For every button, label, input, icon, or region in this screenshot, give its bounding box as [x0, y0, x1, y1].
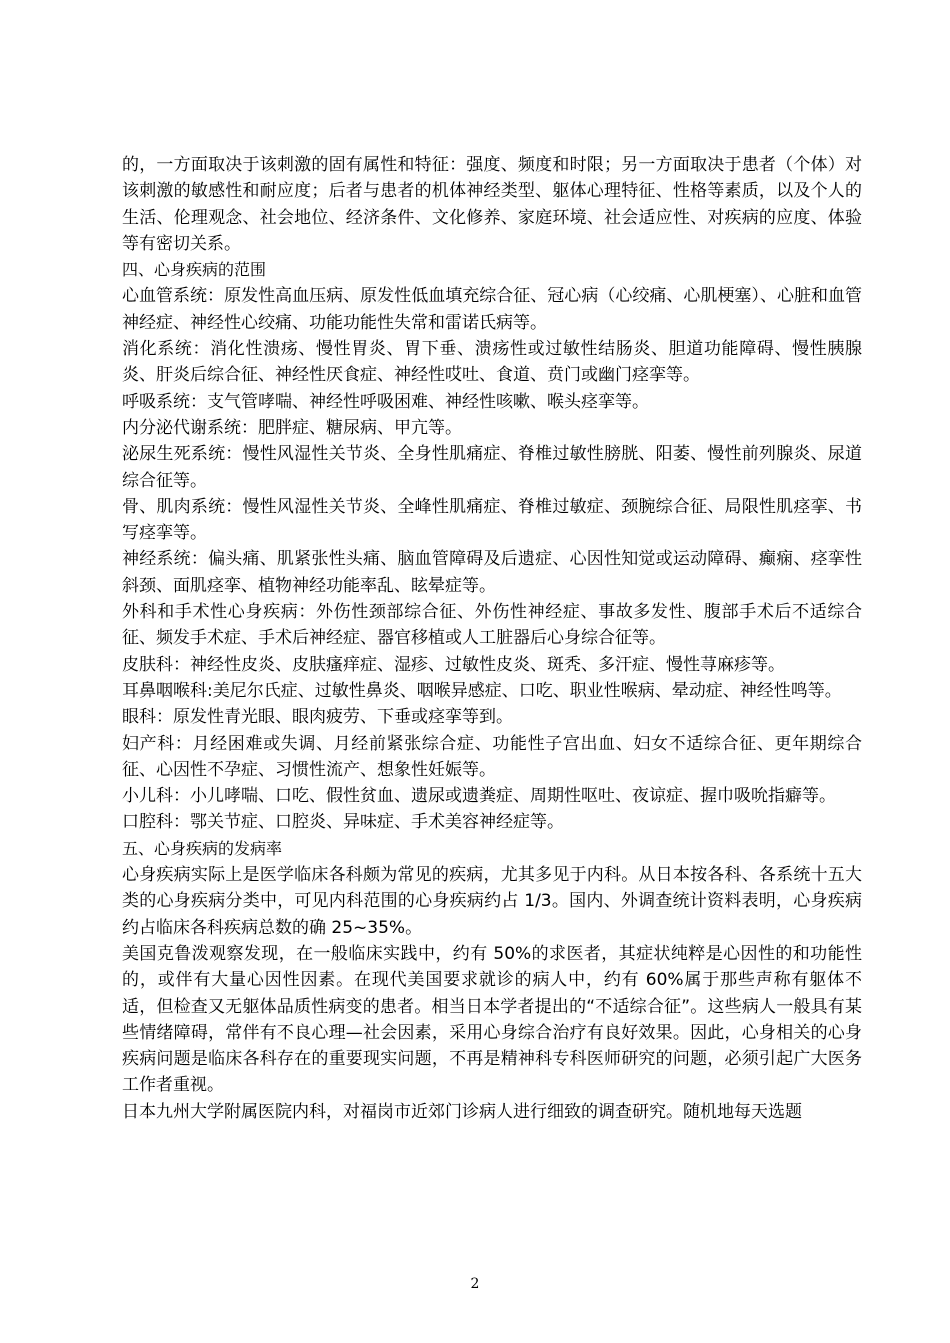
paragraph: 日本九州大学附属医院内科，对福岗市近郊门诊病人进行细致的调查研究。随机地每天选题	[122, 1101, 802, 1122]
paragraph: 眼科：原发性青光眼、眼肉疲劳、下垂或痉挛等到。	[122, 707, 513, 728]
paragraph: 耳鼻咽喉科:美尼尔氏症、过敏性鼻炎、咽喉异感症、口吃、职业性喉病、晕动症、神经性鸣等。	[122, 680, 842, 701]
paragraph: 心血管系统：原发性高血压病、原发性低血填充综合征、冠心病（心绞痛、心肌梗塞）、心脏和血管神经症、神经性心绞痛、功能功能性失常和雷诺氏病等。	[122, 286, 862, 333]
paragraph: 皮肤科：神经性皮炎、皮肤瘙痒症、湿疹、过敏性皮炎、斑秃、多汗症、慢性荨麻疹等。	[122, 654, 785, 675]
paragraph: 外科和手术性心身疾病：外伤性颈部综合征、外伤性神经症、事故多发性、腹部手术后不适综合征、频发手术症、手术后神经症、器官移植或人工脏器后心身综合征等。	[122, 602, 862, 649]
page-number: 2	[470, 1276, 480, 1292]
paragraph: 骨、肌肉系统：慢性风湿性关节炎、全峰性肌痛症、脊椎过敏症、颈腕综合征、局限性肌痉挛、书写痉挛等。	[122, 496, 862, 544]
paragraph: 心身疾病实际上是医学临床各科颇为常见的疾病，尤其多见于内科。从日本按各科、各系统十五大类的心身疾病分类中，可见内科范围的心身疾病约占 1/3。国内、外调查统计资料表明，心身疾病约占临床各科疾病总数的确 25~35%。	[122, 865, 862, 938]
paragraph: 口腔科：鄂关节症、口腔炎、异味症、手术美容神经症等。	[122, 812, 564, 833]
paragraph: 呼吸系统：支气管哮喘、神经性呼吸困难、神经性咳嗽、喉头痉挛等。	[122, 391, 649, 412]
paragraph: 小儿科：小儿哮喘、口吃、假性贫血、遗尿或遗粪症、周期性呕吐、夜谅症、握巾吸吮指癖等。	[122, 786, 836, 807]
paragraph: 的，一方面取决于该刺激的固有属性和特征：强度、频度和时限；另一方面取决于患者（个体）对该刺激的敏感性和耐应度；后者与患者的机体神经类型、躯体心理特征、性格等素质，以及个人的生活、伦理观念、社会地位、经济条件、文化修养、家庭环境、社会适应性、对疾病的应度、体验等有密切关系。	[122, 155, 862, 254]
section-heading: 四、心身疾病的范围	[122, 260, 267, 280]
paragraph: 妇产科：月经困难或失调、月经前紧张综合症、功能性子宫出血、妇女不适综合征、更年期综合征、心因性不孕症、习惯性流产、想象性妊娠等。	[122, 733, 862, 780]
document-body	[122, 152, 862, 1125]
section-heading: 五、心身疾病的发病率	[122, 838, 283, 858]
paragraph: 神经系统：偏头痛、肌紧张性头痛、脑血管障碍及后遗症、心因性知觉或运动障碍、癫痫、痉挛性斜颈、面肌痉挛、植物神经功能率乱、眩晕症等。	[122, 549, 862, 596]
paragraph: 消化系统：消化性溃疡、慢性胃炎、胃下垂、溃疡性或过敏性结肠炎、胆道功能障碍、慢性胰腺炎、肝炎后综合征、神经性厌食症、神经性哎吐、食道、贲门或幽门痉挛等。	[122, 339, 862, 386]
paragraph: 泌尿生死系统：慢性风湿性关节炎、全身性肌痛症、脊椎过敏性膀胱、阳萎、慢性前列腺炎、尿道综合征等。	[122, 444, 862, 491]
paragraph: 美国克鲁泼观察发现，在一般临床实践中，约有 50%的求医者，其症状纯粹是心因性的和功能性的，或伴有大量心因性因素。在现代美国要求就诊的病人中，约有 60%属于那些声称有躯体不适，但检查又无躯体品质性病变的患者。相当日本学者提出的“不适综合征”。这些病人一般具有某些情绪障碍，常伴有不良心理—社会因素，采用心身综合治疗有良好效果。因此，心身相关的心身疾病问题是临床各科存在的重要现实问题，不再是精神科专科医师研究的问题，必须引起广大医务工作者重视。	[122, 943, 862, 1096]
paragraph: 内分泌代谢系统：肥胖症、糖尿病、甲亢等。	[122, 417, 462, 438]
